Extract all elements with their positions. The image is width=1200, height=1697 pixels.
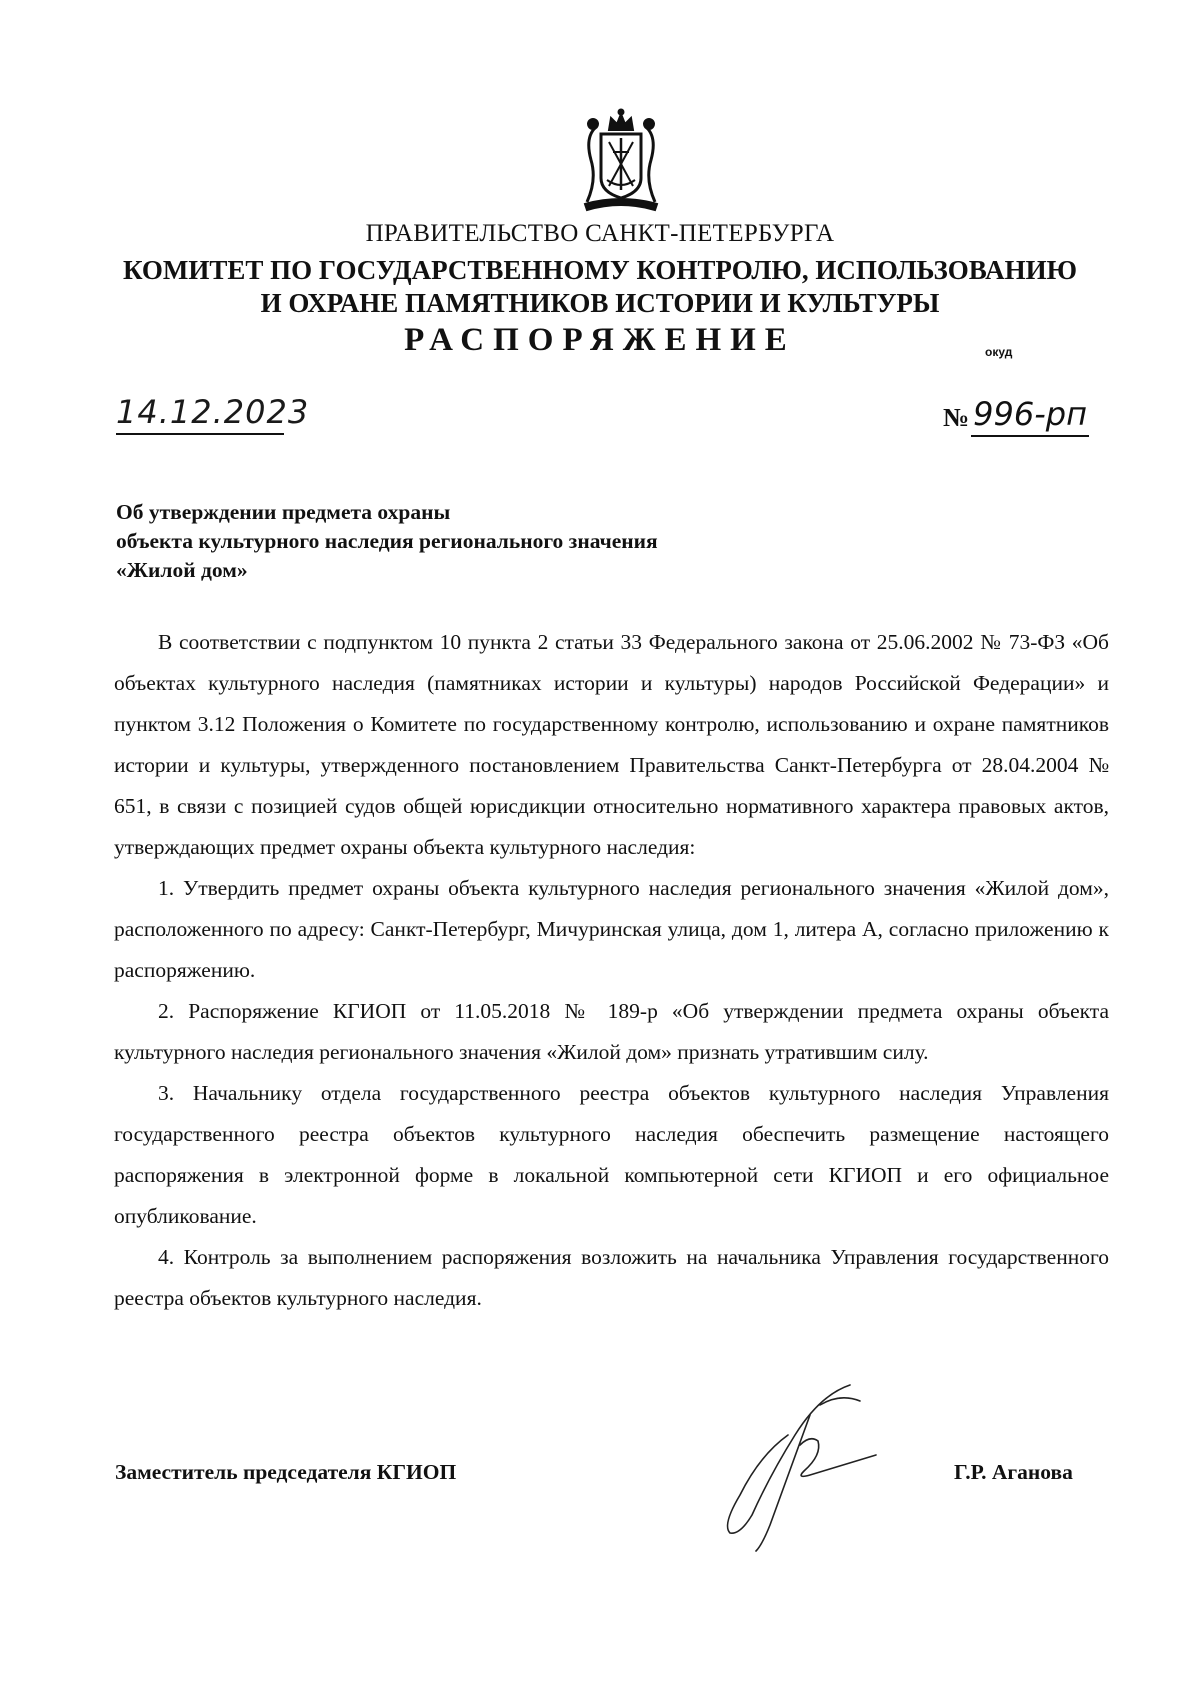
subject-line-3: «Жилой дом» xyxy=(116,558,248,582)
number-value: 996-рп xyxy=(971,395,1089,437)
subject-line-1: Об утверждении предмета охраны xyxy=(116,500,451,524)
document-number xyxy=(943,395,1089,437)
document-subject xyxy=(116,498,658,585)
number-sign: № xyxy=(943,403,970,432)
clause-4: 4. Контроль за выполнением распоряжения возложить на начальника Управления государственного реестра объектов культурного наследия. xyxy=(114,1245,1109,1310)
government-name: ПРАВИТЕЛЬСТВО САНКТ-ПЕТЕРБУРГА xyxy=(365,220,835,247)
committee-name-line-2: И ОХРАНЕ ПАМЯТНИКОВ ИСТОРИИ И КУЛЬТУРЫ xyxy=(260,288,940,318)
clause-3: 3. Начальнику отдела государственного реестра объектов культурного наследия Управления государственного реестра объектов культурного наследия обеспечить размещение настоящего распоряжения в электронной форме в локальной компьютерной сети КГИОП и его официальное опубликование. xyxy=(114,1081,1109,1228)
handwritten-signature-icon xyxy=(700,1375,890,1555)
spb-coat-of-arms-icon xyxy=(575,108,667,212)
document-date: 14.12.2023 xyxy=(116,393,284,435)
subject-line-2: объекта культурного наследия регионального значения xyxy=(116,529,658,553)
clause-2: 2. Распоряжение КГИОП от 11.05.2018 № 189-р «Об утверждении предмета охраны объекта культурного наследия регионального значения «Жилой дом» признать утратившим силу. xyxy=(114,999,1109,1064)
signer-name: Г.Р. Аганова xyxy=(954,1460,1073,1484)
document-body xyxy=(114,622,1109,1319)
preamble-paragraph: В соответствии с подпунктом 10 пункта 2 статьи 33 Федерального закона от 25.06.2002 № 73-ФЗ «Об объектах культурного наследия (памятниках истории и культуры) народов Российской Федерации» и пунктом 3.12 Положения о Комитете по государственному контролю, использованию и охране памятников истории и культуры, утвержденного постановлением Правительства Санкт-Петербурга от 28.04.2004 № 651, в связи с позицией судов общей юрисдикции относительно нормативного характера правовых актов, утверждающих предмет охраны объекта культурного наследия: xyxy=(114,630,1109,859)
committee-name-line-1: КОМИТЕТ ПО ГОСУДАРСТВЕННОМУ КОНТРОЛЮ, ИСПОЛЬЗОВАНИЮ xyxy=(123,255,1077,285)
signer-position: Заместитель председателя КГИОП xyxy=(115,1460,457,1484)
clause-1: 1. Утвердить предмет охраны объекта культурного наследия регионального значения «Жилой дом», расположенного по адресу: Санкт-Петербург, Мичуринская улица, дом 1, литера А, согласно приложению к распоряжению. xyxy=(114,876,1109,982)
okud-label: окуд xyxy=(985,345,1013,359)
document-type: РАСПОРЯЖЕНИЕ xyxy=(404,322,796,358)
committee-name xyxy=(0,254,1200,320)
